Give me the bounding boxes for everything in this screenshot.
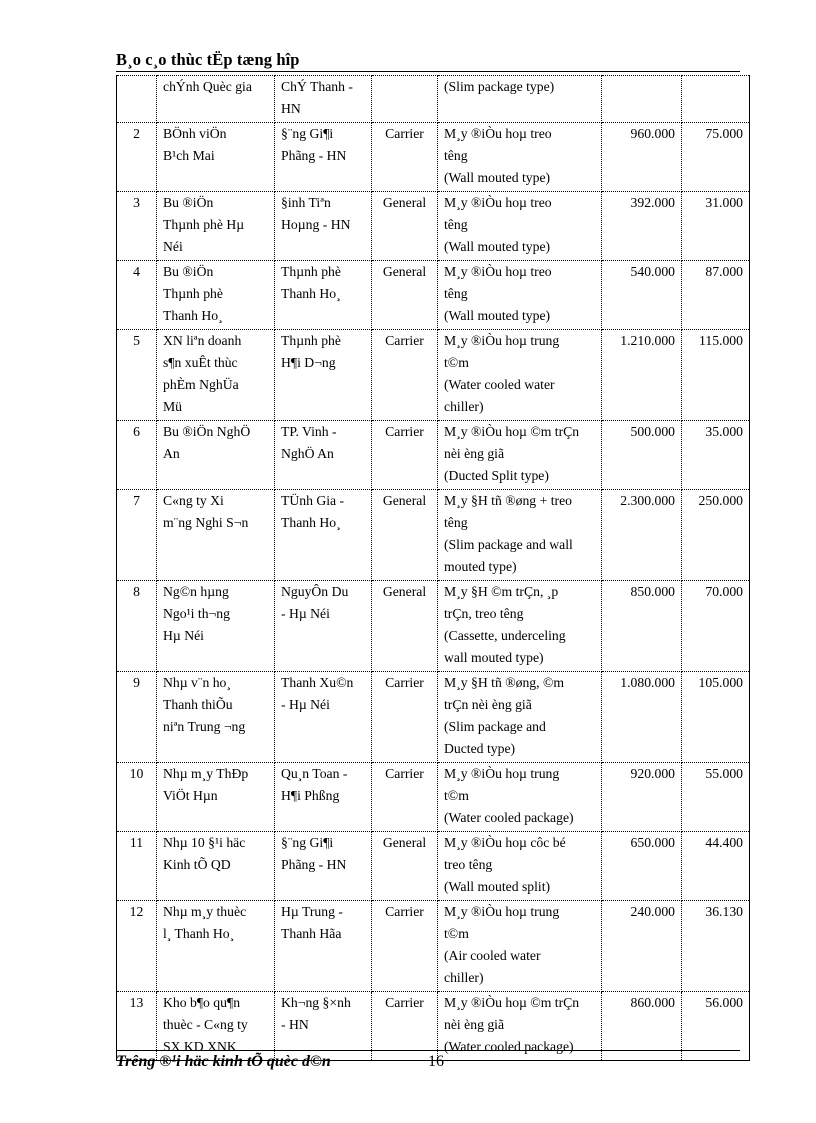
cell-no: 2 [117, 123, 157, 192]
cell-project-name-line: BÖnh viÖn [163, 126, 227, 141]
footer-university-name: Trêng ®¹i häc kinh tÕ quèc d©n [116, 1053, 331, 1070]
table-row [117, 330, 750, 421]
cell-equipment-line: M¸y ®iÒu hoµ treo [444, 264, 552, 279]
cell-equipment [438, 581, 602, 672]
cell-location-line: Hoµng - HN [281, 217, 351, 232]
cell-equipment [438, 421, 602, 490]
cell-value-1: 920.000 [602, 763, 682, 832]
cell-value-1: 860.000 [602, 992, 682, 1061]
cell-equipment [438, 261, 602, 330]
cell-value-2 [682, 76, 750, 123]
cell-equipment [438, 832, 602, 901]
cell-project-name [157, 763, 275, 832]
cell-location [275, 490, 372, 581]
cell-project-name-line: phÈm NghÜa [163, 377, 239, 392]
cell-project-name-line: m¨ng Nghi S¬n [163, 515, 249, 530]
cell-project-name [157, 421, 275, 490]
cell-no: 8 [117, 581, 157, 672]
cell-equipment-line: M¸y ®iÒu hoµ ©m trÇn [444, 995, 580, 1010]
cell-location-line: TÜnh Gia - [281, 493, 345, 508]
cell-equipment-line: (Air cooled water [444, 948, 541, 963]
cell-project-name-line: Thµnh phè [163, 286, 223, 301]
cell-location [275, 672, 372, 763]
projects-table [116, 75, 750, 1061]
cell-project-name-line: ViÖt Hµn [163, 788, 218, 803]
cell-value-1: 650.000 [602, 832, 682, 901]
cell-equipment-line: têng [444, 148, 468, 163]
cell-equipment [438, 672, 602, 763]
cell-project-name-line: Bu ®iÖn NghÖ [163, 424, 251, 439]
cell-brand: Carrier [372, 421, 438, 490]
table-row [117, 490, 750, 581]
cell-value-1: 850.000 [602, 581, 682, 672]
cell-project-name-line: Kinh tÕ QD [163, 857, 231, 872]
cell-value-2: 115.000 [682, 330, 750, 421]
table-row [117, 123, 750, 192]
cell-location-line: H¶i D¬ng [281, 355, 336, 370]
cell-project-name-line: XN liªn doanh [163, 333, 242, 348]
cell-value-2: 70.000 [682, 581, 750, 672]
cell-equipment-line: têng [444, 217, 468, 232]
cell-project-name-line: chÝnh Quèc gia [163, 79, 252, 94]
cell-equipment-line: (Wall mouted type) [444, 170, 551, 185]
cell-project-name-line: Néi [163, 239, 183, 254]
cell-brand: General [372, 490, 438, 581]
cell-value-2: 31.000 [682, 192, 750, 261]
cell-value-1: 1.080.000 [602, 672, 682, 763]
cell-equipment-line: nèi èng giã [444, 1017, 505, 1032]
cell-no [117, 76, 157, 123]
cell-no: 10 [117, 763, 157, 832]
cell-equipment-line: têng [444, 515, 468, 530]
cell-location-line: Thµnh phè [281, 264, 341, 279]
cell-equipment-line: M¸y ®iÒu hoµ côc bé [444, 835, 566, 850]
cell-equipment-line: (Slim package type) [444, 79, 555, 94]
cell-project-name-line: l¸ Thanh Ho¸ [163, 926, 235, 941]
cell-equipment-line: treo têng [444, 857, 493, 872]
cell-location [275, 123, 372, 192]
cell-location-line: HN [281, 101, 301, 116]
cell-location [275, 192, 372, 261]
cell-equipment-line: Ducted type) [444, 741, 516, 756]
cell-no: 13 [117, 992, 157, 1061]
cell-location-line: Thanh Ho¸ [281, 286, 341, 301]
cell-project-name-line: Mü [163, 399, 183, 414]
cell-location-line: H¶i Phßng [281, 788, 340, 803]
cell-value-1: 500.000 [602, 421, 682, 490]
cell-value-1: 540.000 [602, 261, 682, 330]
cell-equipment-line: (Water cooled water [444, 377, 555, 392]
cell-equipment-line: wall mouted type) [444, 650, 544, 665]
cell-equipment [438, 330, 602, 421]
cell-brand: General [372, 581, 438, 672]
cell-location-line: - Hµ Néi [281, 606, 330, 621]
cell-equipment-line: chiller) [444, 399, 484, 414]
cell-equipment-line: M¸y ®iÒu hoµ trung [444, 333, 560, 348]
cell-project-name-line: Ng©n hµng [163, 584, 229, 599]
cell-equipment-line: (Water cooled package) [444, 810, 574, 825]
cell-brand [372, 76, 438, 123]
cell-equipment-line: M¸y §H ©m trÇn, ¸p [444, 584, 559, 599]
cell-project-name-line: An [163, 446, 180, 461]
cell-location-line: Phãng - HN [281, 148, 347, 163]
cell-location [275, 832, 372, 901]
cell-project-name-line: SX KD XNK [163, 1039, 237, 1054]
cell-project-name [157, 261, 275, 330]
cell-location [275, 421, 372, 490]
cell-equipment-line: trÇn, treo têng [444, 606, 524, 621]
cell-location-line: §inh Tiªn [281, 195, 331, 210]
page-number: 16 [428, 1053, 444, 1070]
cell-location-line: NguyÔn Du [281, 584, 349, 599]
cell-equipment-line: (Ducted Split type) [444, 468, 549, 483]
cell-location-line: Thanh Hãa [281, 926, 342, 941]
cell-value-1: 240.000 [602, 901, 682, 992]
cell-equipment-line: chiller) [444, 970, 484, 985]
cell-location-line: Thµnh phè [281, 333, 341, 348]
cell-project-name [157, 901, 275, 992]
cell-location-line: TP. Vinh - [281, 424, 337, 439]
table-row [117, 192, 750, 261]
cell-value-2: 75.000 [682, 123, 750, 192]
cell-project-name-line: niªn Trung ¬ng [163, 719, 246, 734]
header-rule [116, 71, 740, 72]
cell-no: 11 [117, 832, 157, 901]
cell-project-name-line: C«ng ty Xi [163, 493, 224, 508]
table-row [117, 672, 750, 763]
cell-no: 9 [117, 672, 157, 763]
cell-brand: Carrier [372, 763, 438, 832]
cell-project-name-line: Thanh thiÕu [163, 697, 233, 712]
cell-equipment-line: (Wall mouted type) [444, 239, 551, 254]
footer-rule [116, 1050, 740, 1051]
table-row [117, 901, 750, 992]
cell-no: 7 [117, 490, 157, 581]
cell-project-name-line: thuèc - C«ng ty [163, 1017, 248, 1032]
cell-project-name [157, 192, 275, 261]
cell-brand: Carrier [372, 901, 438, 992]
cell-no: 5 [117, 330, 157, 421]
cell-equipment-line: têng [444, 286, 468, 301]
cell-project-name-line: Nhµ m¸y ThÐp [163, 766, 249, 781]
cell-project-name [157, 672, 275, 763]
cell-brand: Carrier [372, 992, 438, 1061]
cell-project-name-line: Bu ®iÖn [163, 264, 214, 279]
cell-equipment-line: M¸y ®iÒu hoµ treo [444, 126, 552, 141]
page-header-title: B¸o c¸o thùc tËp tæng hîp [116, 50, 300, 69]
cell-location [275, 763, 372, 832]
cell-no: 12 [117, 901, 157, 992]
cell-location-line: Hµ Trung - [281, 904, 343, 919]
cell-no: 6 [117, 421, 157, 490]
cell-project-name [157, 581, 275, 672]
cell-project-name-line: Bu ®iÖn [163, 195, 214, 210]
cell-value-1: 2.300.000 [602, 490, 682, 581]
cell-location [275, 581, 372, 672]
cell-equipment-line: t©m [444, 355, 469, 370]
cell-location-line: Thanh Xu©n [281, 675, 354, 690]
table-row [117, 261, 750, 330]
cell-equipment [438, 901, 602, 992]
table-row [117, 581, 750, 672]
cell-location-line: Phãng - HN [281, 857, 347, 872]
cell-project-name [157, 123, 275, 192]
cell-equipment-line: M¸y ®iÒu hoµ treo [444, 195, 552, 210]
cell-location [275, 330, 372, 421]
cell-location-line: NghÖ An [281, 446, 334, 461]
cell-location [275, 261, 372, 330]
cell-value-2: 55.000 [682, 763, 750, 832]
table-row [117, 421, 750, 490]
cell-location-line: ChÝ Thanh - [281, 79, 353, 94]
cell-project-name-line: Ngo¹i th¬ng [163, 606, 230, 621]
cell-project-name-line: Nhµ v¨n ho¸ [163, 675, 231, 690]
cell-equipment-line: trÇn nèi èng giã [444, 697, 532, 712]
cell-project-name-line: Hµ Néi [163, 628, 204, 643]
cell-equipment [438, 123, 602, 192]
cell-location [275, 76, 372, 123]
cell-location-line: §¨ng Gi¶i [281, 126, 334, 141]
cell-project-name-line: Kho b¶o qu¶n [163, 995, 241, 1010]
cell-value-2: 56.000 [682, 992, 750, 1061]
cell-brand: Carrier [372, 123, 438, 192]
cell-value-2: 105.000 [682, 672, 750, 763]
cell-value-2: 44.400 [682, 832, 750, 901]
cell-value-2: 250.000 [682, 490, 750, 581]
cell-brand: General [372, 832, 438, 901]
table-row [117, 76, 750, 123]
cell-value-1: 392.000 [602, 192, 682, 261]
cell-project-name [157, 330, 275, 421]
cell-value-2: 36.130 [682, 901, 750, 992]
cell-no: 4 [117, 261, 157, 330]
cell-equipment-line: M¸y §H tñ ®øng + treo [444, 493, 572, 508]
cell-equipment-line: (Cassette, underceling [444, 628, 566, 643]
cell-equipment-line: (Slim package and wall [444, 537, 573, 552]
cell-value-2: 35.000 [682, 421, 750, 490]
cell-equipment [438, 192, 602, 261]
cell-value-1 [602, 76, 682, 123]
cell-equipment [438, 76, 602, 123]
cell-equipment [438, 763, 602, 832]
cell-project-name [157, 76, 275, 123]
table-body [117, 76, 750, 1061]
cell-equipment-line: M¸y ®iÒu hoµ trung [444, 766, 560, 781]
cell-brand: Carrier [372, 672, 438, 763]
cell-brand: General [372, 261, 438, 330]
cell-project-name-line: Thµnh phè Hµ [163, 217, 245, 232]
cell-equipment-line: (Water cooled package) [444, 1039, 574, 1054]
table-row [117, 832, 750, 901]
cell-equipment-line: (Wall mouted split) [444, 879, 551, 894]
cell-location [275, 901, 372, 992]
cell-project-name-line: Nhµ 10 §¹i häc [163, 835, 246, 850]
cell-project-name [157, 490, 275, 581]
cell-project-name [157, 832, 275, 901]
cell-value-1: 960.000 [602, 123, 682, 192]
cell-location-line: Kh¬ng §×nh [281, 995, 351, 1010]
cell-project-name-line: Thanh Ho¸ [163, 308, 223, 323]
cell-location-line: - Hµ Néi [281, 697, 330, 712]
cell-equipment-line: M¸y ®iÒu hoµ ©m trÇn [444, 424, 580, 439]
cell-equipment-line: (Slim package and [444, 719, 546, 734]
cell-equipment-line: (Wall mouted type) [444, 308, 551, 323]
cell-equipment-line: t©m [444, 788, 469, 803]
cell-equipment-line: M¸y ®iÒu hoµ trung [444, 904, 560, 919]
cell-equipment-line: mouted type) [444, 559, 517, 574]
cell-equipment-line: nèi èng giã [444, 446, 505, 461]
table-row [117, 763, 750, 832]
cell-location-line: - HN [281, 1017, 309, 1032]
cell-value-1: 1.210.000 [602, 330, 682, 421]
cell-equipment-line: M¸y §H tñ ®øng, ©m [444, 675, 565, 690]
cell-location-line: Qu¸n Toan - [281, 766, 348, 781]
cell-location-line: §¨ng Gi¶i [281, 835, 334, 850]
cell-equipment [438, 490, 602, 581]
cell-no: 3 [117, 192, 157, 261]
cell-location-line: Thanh Ho¸ [281, 515, 341, 530]
cell-brand: Carrier [372, 330, 438, 421]
cell-project-name-line: B¹ch Mai [163, 148, 215, 163]
cell-project-name-line: s¶n xuÊt thùc [163, 355, 238, 370]
cell-equipment-line: t©m [444, 926, 469, 941]
cell-project-name-line: Nhµ m¸y thuèc [163, 904, 247, 919]
cell-value-2: 87.000 [682, 261, 750, 330]
cell-brand: General [372, 192, 438, 261]
